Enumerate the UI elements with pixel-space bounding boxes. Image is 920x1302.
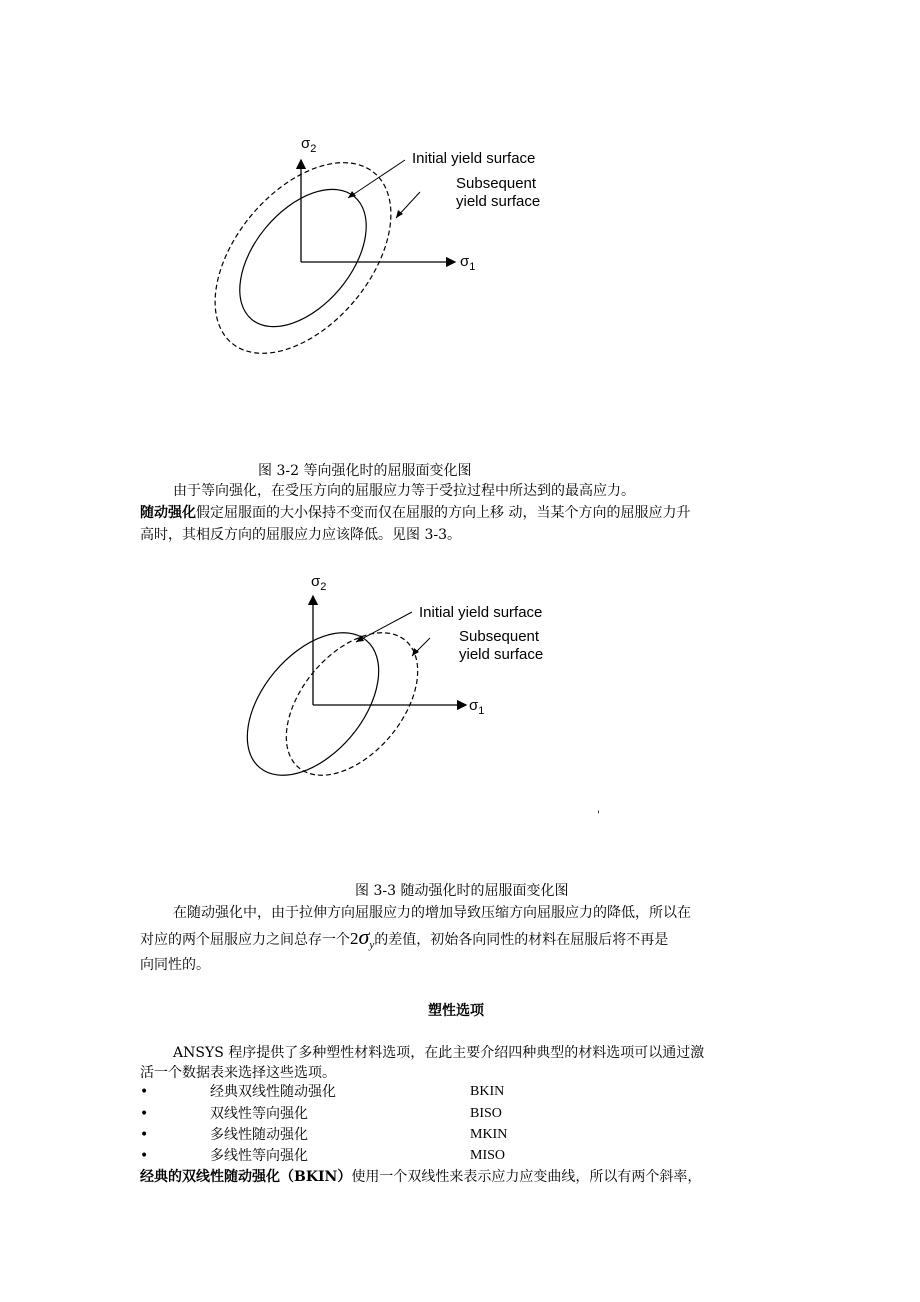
option-code: MISO: [470, 1148, 506, 1163]
sigma2-label: $\sigma_2$: [301, 135, 317, 155]
sigma1-label: $\sigma_1$: [460, 253, 476, 273]
subsequent-yield-label-1: Subsequent: [456, 175, 537, 192]
initial-leader-line: [348, 160, 405, 198]
sigma2-label-2: $\sigma_2$: [311, 573, 327, 593]
bullet: •: [140, 1084, 149, 1100]
stray-mark: ': [597, 810, 600, 821]
figure-3-2-caption: 图 3-2 等向强化时的屈服面变化图: [258, 463, 472, 479]
paragraph-kinematic-detail-line2: 对应的两个屈服应力之间总存一个$2\sigma_y$的差值，初始各向同性的材料在屈服后将不再是: [140, 924, 669, 951]
paragraph-isotropic: 由于等向强化，在受压方向的屈服应力等于受拉过程中所达到的最高应力。: [173, 483, 635, 499]
section-heading: 塑性选项: [428, 1003, 484, 1019]
kinematic-term: 随动强化: [140, 505, 196, 521]
subsequent-yield-label-2b: yield surface: [459, 646, 544, 663]
option-name: 经典双线性随动强化: [210, 1084, 336, 1100]
sigma1-label-2: $\sigma_1$: [469, 697, 485, 717]
option-name: 双线性等向强化: [210, 1106, 308, 1122]
option-name: 多线性随动强化: [210, 1127, 308, 1143]
subsequent-yield-ellipse-2: [260, 608, 443, 799]
option-code: BKIN: [470, 1084, 505, 1099]
figure-kinematic-hardening: [0, 560, 920, 860]
paragraph-kinematic-line2: 高时，其相反方向的屈服应力应该降低。见图 3-3。: [140, 527, 461, 543]
subsequent-yield-label-2: yield surface: [456, 193, 541, 210]
option-name: 多线性等向强化: [210, 1148, 308, 1164]
initial-yield-ellipse: [215, 166, 391, 350]
bullet: •: [140, 1148, 149, 1164]
bkin-term: 经典的双线性随动强化（BKIN）: [140, 1169, 352, 1185]
figure-isotropic-hardening: [0, 0, 920, 440]
initial-yield-label: Initial yield surface: [412, 150, 536, 167]
paragraph-kinematic-detail-line1: 在随动强化中，由于拉伸方向屈服应力的增加导致压缩方向屈服应力的降低，所以在: [173, 905, 691, 921]
paragraph-kinematic-detail-line3: 向同性的。: [140, 957, 210, 973]
option-code: MKIN: [470, 1127, 508, 1142]
paragraph-ansys-line1: ANSYS 程序提供了多种塑性材料选项，在此主要介绍四种典型的材料选项可以通过激: [173, 1045, 705, 1061]
figure-3-3-caption: 图 3-3 随动强化时的屈服面变化图: [355, 883, 569, 899]
paragraph-ansys-line2: 活一个数据表来选择这些选项。: [140, 1065, 336, 1081]
bullet: •: [140, 1106, 149, 1122]
subsequent-yield-label-2a: Subsequent: [459, 628, 540, 645]
option-code: BISO: [470, 1106, 502, 1121]
initial-leader-line-2: [356, 612, 412, 642]
subsequent-yield-ellipse: [180, 130, 425, 386]
bullet: •: [140, 1127, 149, 1143]
two-sigma-y: $2\sigma_y$: [350, 924, 375, 951]
paragraph-bkin: 经典的双线性随动强化（BKIN）使用一个双线性来表示应力应变曲线，所以有两个斜率，: [140, 1169, 702, 1185]
paragraph-kinematic-line1: 随动强化假定屈服面的大小保持不变而仅在屈服的方向上移 动，当某个方向的屈服应力升: [140, 505, 691, 521]
initial-yield-label-2: Initial yield surface: [419, 604, 543, 621]
